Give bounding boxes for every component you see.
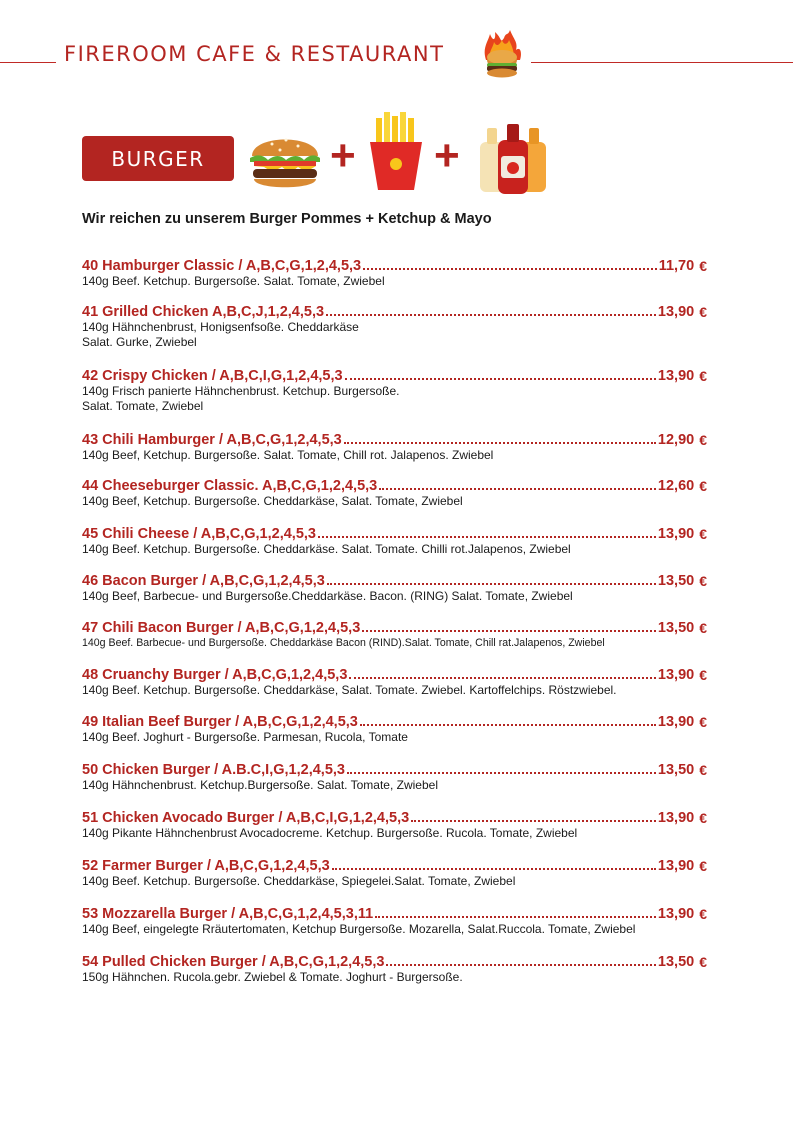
menu-item bbox=[82, 364, 707, 414]
menu-item bbox=[82, 616, 707, 651]
menu-item-description: Salat. Gurke, Zwiebel bbox=[82, 335, 197, 349]
menu-item-price: 12,60 bbox=[657, 478, 695, 494]
currency-symbol: € bbox=[699, 304, 707, 320]
menu-item-description: 140g Beef. Barbecue- und Burgersoße. Cheddarkäse Bacon (RIND).Salat. Tomate, Chill rat.Jalapenos, Zwiebel bbox=[82, 637, 605, 649]
currency-symbol: € bbox=[699, 478, 707, 494]
menu-item-title: 50 Chicken Burger / A.B.C,I,G,1,2,4,5,3 bbox=[82, 762, 345, 778]
menu-item-description: 150g Hähnchen. Rucola.gebr. Zwiebel & Tomate. Joghurt - Burgersoße. bbox=[82, 970, 463, 984]
menu-item-price: 13,90 bbox=[657, 667, 695, 683]
menu-item-title: 44 Cheeseburger Classic. A,B,C,G,1,2,4,5,3 bbox=[82, 478, 378, 494]
header-rule-left bbox=[0, 62, 56, 63]
menu-item-title: 51 Chicken Avocado Burger / A,B,C,I,G,1,2,4,5,3 bbox=[82, 810, 410, 826]
menu-item-title: 42 Crispy Chicken / A,B,C,I,G,1,2,4,5,3 bbox=[82, 368, 343, 384]
menu-item bbox=[82, 710, 707, 745]
currency-symbol: € bbox=[699, 573, 707, 589]
menu-item bbox=[82, 522, 707, 557]
menu-item bbox=[82, 569, 707, 604]
menu-item-description: 140g Beef. Ketchup. Burgersoße. Cheddarkäse, Salat. Tomate. Zwiebel. Kartoffelchips. Röstzwiebel. bbox=[82, 683, 617, 697]
plus-icon: + bbox=[330, 131, 356, 180]
dot-leader bbox=[345, 377, 656, 380]
menu-item-header bbox=[82, 300, 707, 320]
menu-item-header bbox=[82, 569, 707, 589]
dot-leader bbox=[362, 629, 656, 632]
currency-symbol: € bbox=[699, 667, 707, 683]
menu-item-header bbox=[82, 522, 707, 542]
currency-symbol: € bbox=[699, 368, 707, 384]
menu-item-title: 52 Farmer Burger / A,B,C,G,1,2,4,5,3 bbox=[82, 858, 330, 874]
dot-leader bbox=[326, 313, 656, 316]
menu-item-header bbox=[82, 474, 707, 494]
menu-item bbox=[82, 902, 707, 937]
menu-item-title: 40 Hamburger Classic / A,B,C,G,1,2,4,5,3 bbox=[82, 258, 362, 274]
currency-symbol: € bbox=[699, 906, 707, 922]
currency-symbol: € bbox=[699, 954, 707, 970]
dot-leader bbox=[318, 535, 656, 538]
dot-leader bbox=[375, 915, 656, 918]
menu-item-price: 13,90 bbox=[657, 810, 695, 826]
menu-item-description: 140g Hähnchenbrust, Honigsenfsoße. Cheddarkäse bbox=[82, 320, 359, 334]
menu-item-price: 13,90 bbox=[657, 906, 695, 922]
dot-leader bbox=[386, 963, 655, 966]
menu-item-header bbox=[82, 663, 707, 683]
currency-symbol: € bbox=[699, 714, 707, 730]
menu-item bbox=[82, 300, 707, 350]
menu-item-title: 48 Cruanchy Burger / A,B,C,G,1,2,4,5,3 bbox=[82, 667, 348, 683]
category-header bbox=[82, 118, 562, 198]
menu-item-header bbox=[82, 854, 707, 874]
menu-item-title: 47 Chili Bacon Burger / A,B,C,G,1,2,4,5,3 bbox=[82, 620, 361, 636]
plus-icon: + bbox=[434, 131, 460, 180]
menu-item-price: 13,90 bbox=[657, 304, 695, 320]
currency-symbol: € bbox=[699, 762, 707, 778]
header-rule-right bbox=[531, 62, 793, 63]
menu-item-price: 13,50 bbox=[657, 954, 695, 970]
menu-item-description: 140g Beef, eingelegte Rräutertomaten, Ketchup Burgersoße. Mozarella, Salat.Ruccola. Tomate, Zwiebel bbox=[82, 922, 636, 936]
menu-item-description: 140g Frisch panierte Hähnchenbrust. Ketchup. Burgersoße. bbox=[82, 384, 400, 398]
dot-leader bbox=[379, 487, 656, 490]
currency-symbol: € bbox=[699, 432, 707, 448]
dot-leader bbox=[411, 819, 656, 822]
menu-item-title: 41 Grilled Chicken A,B,C,J,1,2,4,5,3 bbox=[82, 304, 325, 320]
menu-item-header bbox=[82, 710, 707, 730]
menu-item-price: 13,90 bbox=[657, 526, 695, 542]
menu-item-title: 46 Bacon Burger / A,B,C,G,1,2,4,5,3 bbox=[82, 573, 325, 589]
menu-item-title: 49 Italian Beef Burger / A,B,C,G,1,2,4,5,3 bbox=[82, 714, 358, 730]
currency-symbol: € bbox=[699, 810, 707, 826]
menu-item bbox=[82, 428, 707, 463]
menu-item-description: 140g Pikante Hähnchenbrust Avocadocreme. Ketchup. Burgersoße. Rucola. Tomate, Zwiebel bbox=[82, 826, 578, 840]
menu-item-description: 140g Hähnchenbrust. Ketchup.Burgersoße. Salat. Tomate, Zwiebel bbox=[82, 778, 438, 792]
menu-item bbox=[82, 758, 707, 793]
menu-item-title: 43 Chili Hamburger / A,B,C,G,1,2,4,5,3 bbox=[82, 432, 342, 448]
menu-item bbox=[82, 474, 707, 509]
dot-leader bbox=[347, 771, 656, 774]
currency-symbol: € bbox=[699, 526, 707, 542]
dot-leader bbox=[363, 267, 657, 270]
menu-item-description: 140g Beef, Ketchup. Burgersoße. Salat. Tomate, Chill rot. Jalapenos. Zwiebel bbox=[82, 448, 494, 462]
menu-item-header bbox=[82, 806, 707, 826]
menu-item-title: 45 Chili Cheese / A,B,C,G,1,2,4,5,3 bbox=[82, 526, 316, 542]
menu-item-price: 13,90 bbox=[657, 368, 695, 384]
menu-item-header bbox=[82, 902, 707, 922]
restaurant-name: FIREROOM CAFE & RESTAURANT bbox=[64, 42, 445, 66]
currency-symbol: € bbox=[699, 858, 707, 874]
dot-leader bbox=[360, 723, 656, 726]
menu-item-header bbox=[82, 254, 707, 274]
menu-item bbox=[82, 950, 707, 985]
burger-icon bbox=[246, 122, 324, 194]
currency-symbol: € bbox=[699, 258, 707, 274]
dot-leader bbox=[349, 676, 656, 679]
menu-item-price: 13,50 bbox=[657, 762, 695, 778]
menu-item-description: 140g Beef. Ketchup. Burgersoße. Cheddarkäse. Salat. Tomate. Chilli rot.Jalapenos, Zwiebel bbox=[82, 542, 571, 556]
dot-leader bbox=[332, 867, 656, 870]
menu-item-header bbox=[82, 364, 707, 384]
menu-item-header bbox=[82, 616, 707, 636]
intro-text: Wir reichen zu unserem Burger Pommes + Ketchup & Mayo bbox=[82, 211, 492, 227]
menu-item bbox=[82, 663, 707, 698]
ketchup-mayo-icon bbox=[478, 122, 548, 194]
menu-item bbox=[82, 254, 707, 289]
menu-item-description: 140g Beef. Ketchup. Burgersoße. Cheddarkäse, Spiegelei.Salat. Tomate, Zwiebel bbox=[82, 874, 516, 888]
menu-item-price: 13,90 bbox=[657, 714, 695, 730]
menu-item-price: 13,50 bbox=[657, 620, 695, 636]
currency-symbol: € bbox=[699, 620, 707, 636]
menu-item bbox=[82, 806, 707, 841]
menu-item-title: 54 Pulled Chicken Burger / A,B,C,G,1,2,4,5,3 bbox=[82, 954, 385, 970]
page-header bbox=[0, 30, 793, 80]
dot-leader bbox=[327, 582, 656, 585]
menu-item-price: 12,90 bbox=[657, 432, 695, 448]
menu-item-description: 140g Beef, Ketchup. Burgersoße. Cheddarkäse, Salat. Tomate, Zwiebel bbox=[82, 494, 463, 508]
fries-icon bbox=[368, 112, 424, 192]
menu-item-header bbox=[82, 428, 707, 448]
flaming-burger-logo-icon bbox=[478, 30, 526, 80]
menu-item-header bbox=[82, 758, 707, 778]
menu-item-price: 13,90 bbox=[657, 858, 695, 874]
menu-item-description: 140g Beef. Ketchup. Burgersoße. Salat. Tomate, Zwiebel bbox=[82, 274, 385, 288]
dot-leader bbox=[344, 441, 656, 444]
menu-item bbox=[82, 854, 707, 889]
menu-item-description: 140g Beef. Joghurt - Burgersoße. Parmesan, Rucola, Tomate bbox=[82, 730, 408, 744]
menu-item-price: 13,50 bbox=[657, 573, 695, 589]
menu-item-description: Salat. Tomate, Zwiebel bbox=[82, 399, 204, 413]
menu-item-header bbox=[82, 950, 707, 970]
category-badge: BURGER bbox=[82, 136, 234, 181]
menu-item-price: 11,70 bbox=[658, 258, 695, 274]
menu-item-title: 53 Mozzarella Burger / A,B,C,G,1,2,4,5,3,11 bbox=[82, 906, 374, 922]
menu-item-description: 140g Beef, Barbecue- und Burgersoße.Cheddarkäse. Bacon. (RING) Salat. Tomate, Zwiebel bbox=[82, 589, 573, 603]
